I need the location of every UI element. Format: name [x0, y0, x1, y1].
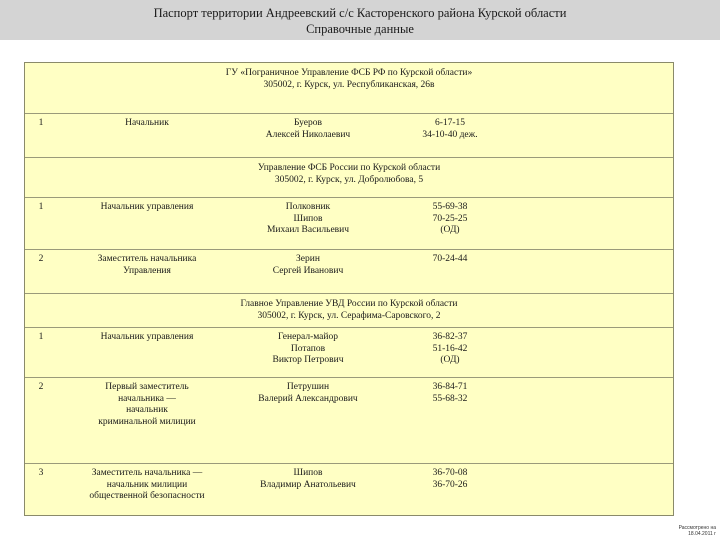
- table-row: [25, 197, 673, 249]
- row-name: Петрушин Валерий Александрович: [258, 382, 358, 404]
- row-phone: 36-82-37 51-16-42 (ОД): [432, 332, 468, 365]
- section-org: ГУ «Пограничное Управление ФСБ РФ по Курской области»: [225, 68, 473, 78]
- row-number: 1: [38, 202, 44, 212]
- row-phone: 36-84-71 55-68-32: [432, 382, 468, 404]
- row-position: Начальник: [125, 118, 169, 128]
- row-position: Заместитель начальника — начальник милиции общественной безопасности: [89, 468, 205, 501]
- row-phone: 70-24-44: [432, 254, 468, 264]
- row-position: Заместитель начальника Управления: [97, 254, 197, 276]
- section-header: [25, 293, 673, 327]
- page-subtitle: Справочные данные: [306, 22, 414, 36]
- row-number: 1: [38, 118, 44, 128]
- table-row: [25, 463, 673, 516]
- row-phone: 36-70-08 36-70-26: [432, 468, 468, 490]
- row-phone: 6-17-15 34-10-40 деж.: [422, 118, 478, 140]
- table-row: [25, 377, 673, 463]
- page-title: Паспорт территории Андреевский с/с Касторенского района Курской области: [153, 6, 567, 20]
- footer-note: Рассмотрено на 18.04.2011 г: [678, 525, 716, 537]
- reference-table: [24, 62, 674, 516]
- table-row: [25, 249, 673, 293]
- row-phone: 55-69-38 70-25-25 (ОД): [432, 202, 468, 235]
- section-address: 305002, г. Курск, ул. Серафима-Саровского, 2: [257, 310, 441, 321]
- section-address: 305002, г. Курск, ул. Республиканская, 26в: [263, 79, 435, 90]
- row-number: 3: [38, 468, 44, 478]
- section-org: Главное Управление УВД России по Курской области: [240, 299, 458, 309]
- section-header: [25, 63, 673, 113]
- row-name: Генерал-майор Потапов Виктор Петрович: [272, 332, 344, 365]
- section-header: [25, 157, 673, 197]
- table-row: [25, 113, 673, 157]
- section-org: Управление ФСБ России по Курской области: [257, 163, 441, 173]
- row-number: 1: [38, 332, 44, 342]
- row-number: 2: [38, 382, 44, 392]
- row-position: Начальник управления: [100, 332, 194, 342]
- row-position: Начальник управления: [100, 202, 194, 212]
- row-name: Буеров Алексей Николаевич: [265, 118, 351, 140]
- section-address: 305002, г. Курск, ул. Добролюбова, 5: [274, 174, 424, 185]
- table-row: [25, 327, 673, 377]
- row-position: Первый заместитель начальника — начальник криминальной милиции: [98, 382, 196, 427]
- row-number: 2: [38, 254, 44, 264]
- row-name: Полковник Шипов Михаил Васильевич: [266, 202, 350, 235]
- row-name: Зерин Сергей Иванович: [272, 254, 344, 276]
- page-header: [0, 0, 720, 40]
- row-name: Шипов Владимир Анатольевич: [260, 468, 356, 490]
